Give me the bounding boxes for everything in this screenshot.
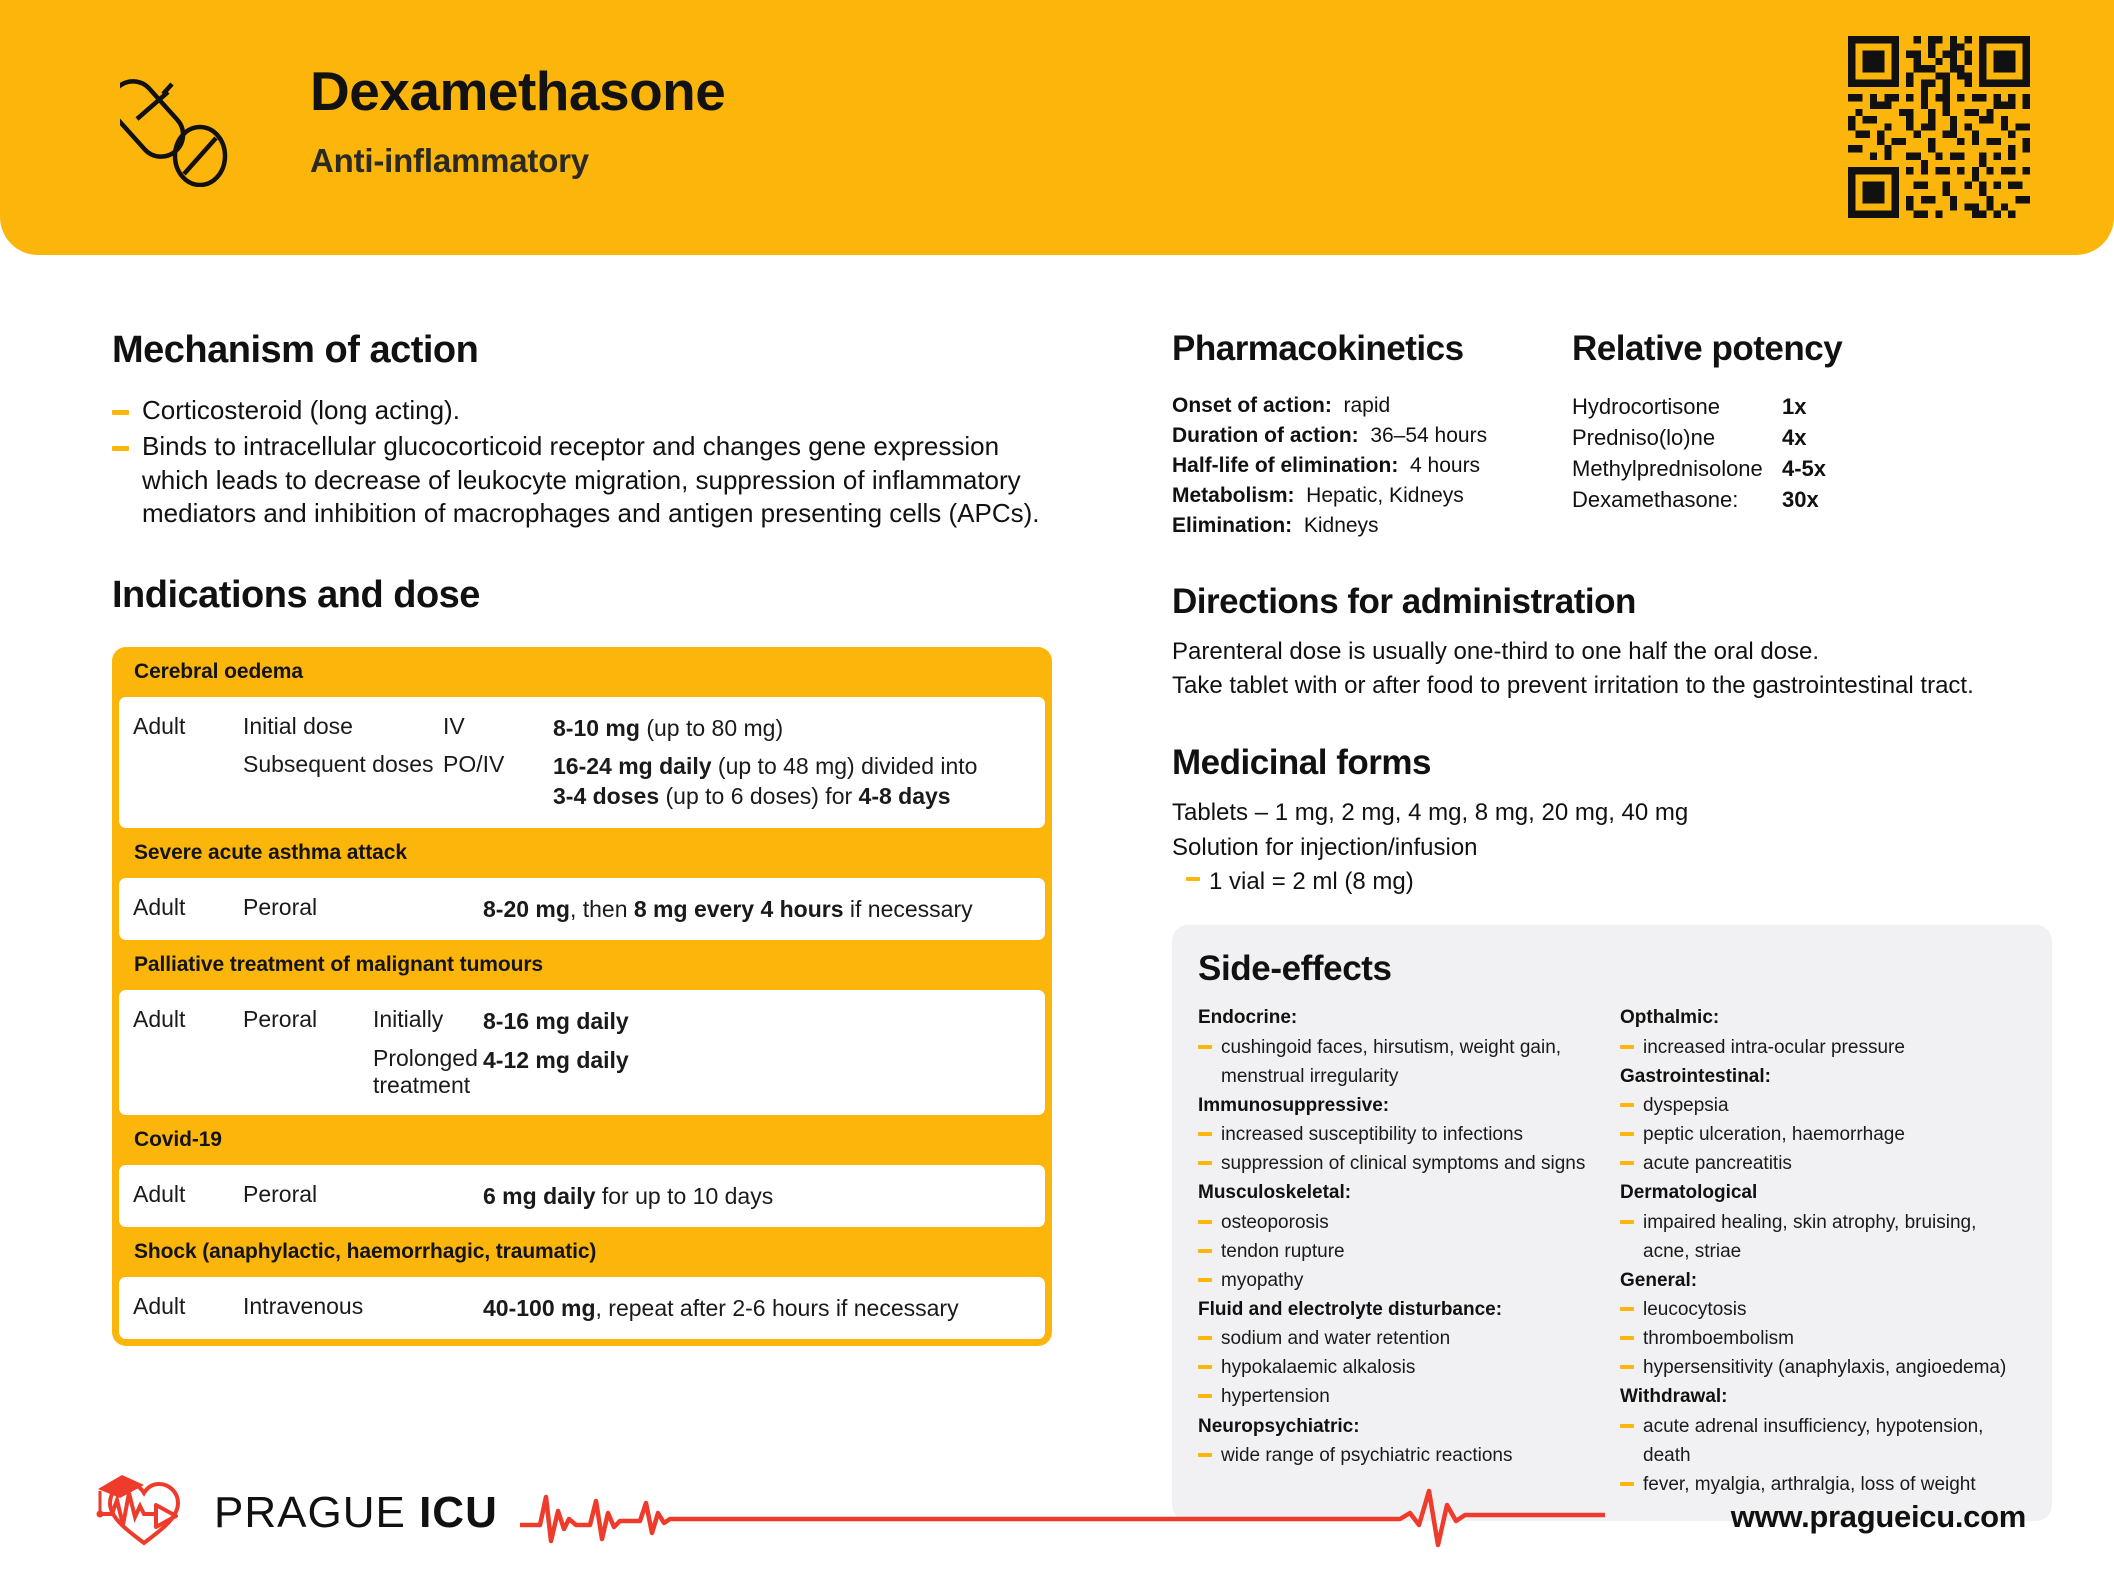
side-effect-category: Endocrine: [1198,1007,1298,1029]
drug-class-subtitle: Anti-inflammatory [310,141,589,179]
dose-group-body [119,1277,1045,1339]
side-effect-category: Neuropsychiatric: [1198,1415,1360,1437]
dash-bullet-icon [1198,1132,1212,1136]
side-effect-text: acute adrenal insufficiency, hypotension, death [1643,1415,1984,1466]
relative-potency-block [1572,330,1972,541]
dose-type-cell: Peroral [243,1006,318,1033]
list-item [1620,1149,2024,1178]
table-row [119,1002,1045,1040]
dash-bullet-icon [1620,1132,1634,1136]
dose-group-header: Severe acute asthma attack [134,840,407,864]
side-effect-text: wide range of psychiatric reactions [1221,1444,1513,1466]
qr-code[interactable] [1844,36,2034,218]
dose-group-header: Shock (anaphylactic, haemorrhagic, traumatic) [134,1239,597,1263]
dose-route-cell: IV [443,712,465,739]
pharmacokinetics-list [1172,391,1572,541]
pk-potency-row [1172,330,2052,541]
side-effect-category: Opthalmic: [1620,1007,1720,1029]
dose-group-body [119,990,1045,1114]
side-effect-category: Withdrawal: [1620,1386,1728,1408]
potency-drug-name: Dexamethasone: [1572,486,1739,512]
header-banner [0,0,2114,255]
table-row [119,1041,1045,1103]
list-item [1620,1295,2024,1324]
side-effects-right-column [1620,1003,2024,1499]
dose-amount-cell: 8-10 mg (up to 80 mg) [553,714,784,741]
side-effect-text: cushingoid faces, hirsutism, weight gain, menstrual irregularity [1221,1036,1562,1087]
pharmacokinetics-row: Elimination: Kidneys [1172,513,1379,537]
title-block [310,60,726,180]
medicinal-forms-heading: Medicinal forms [1172,742,1431,782]
dose-route-cell: PO/IV [443,751,505,778]
table-row [119,1177,1045,1215]
dose-patient-cell: Adult [133,893,186,920]
potency-drug-name: Methylprednisolone [1572,455,1763,481]
potency-value: 4x [1782,424,1807,450]
dose-route-cell: Initially [373,1006,444,1033]
relative-potency-heading: Relative potency [1572,329,1843,368]
dash-bullet-icon [112,446,129,451]
potency-drug-name: Hydrocortisone [1572,393,1720,419]
dash-bullet-icon [1198,1278,1212,1282]
dash-bullet-icon [1620,1220,1634,1224]
dose-amount-cell: 8-20 mg, then 8 mg every 4 hours if necessary [483,895,973,922]
dose-type-cell: Peroral [243,1180,318,1207]
dash-bullet-icon [1620,1424,1634,1428]
side-effect-text: myopathy [1221,1269,1304,1291]
directions-line: Parenteral dose is usually one-third to one half the oral dose. [1172,638,1820,666]
dash-bullet-icon [1198,1394,1212,1398]
side-effect-text: hypersensitivity (anaphylaxis, angioedema) [1643,1357,2007,1379]
relative-potency-row [1572,453,1972,484]
dash-bullet-icon [1198,1161,1212,1165]
relative-potency-row [1572,391,1972,422]
dose-type-cell: Intravenous [243,1292,364,1319]
dose-route-cell: Prolonged treatment [373,1044,478,1098]
website-url[interactable]: www.pragueicu.com [1730,1499,2026,1534]
dash-bullet-icon [1198,1336,1212,1340]
side-effect-category: Immunosuppressive: [1198,1094,1390,1116]
side-effect-text: hypokalaemic alkalosis [1221,1357,1416,1379]
directions-heading: Directions for administration [1172,581,1636,621]
list-item [112,430,1062,531]
directions-line: Take tablet with or after food to prevent irritation to the gastrointestinal tract. [1172,672,1974,700]
pharmacokinetics-row: Half-life of elimination: 4 hours [1172,453,1481,477]
dose-patient-cell: Adult [133,712,186,739]
list-item [1198,1266,1602,1295]
side-effect-text: fever, myalgia, arthralgia, loss of weight [1643,1474,1976,1496]
side-effect-text: dyspepsia [1643,1095,1729,1117]
side-effect-text: suppression of clinical symptoms and signs [1221,1153,1586,1175]
list-item [1620,1353,2024,1382]
side-effect-text: hypertension [1221,1386,1330,1408]
dash-bullet-icon [1186,877,1200,881]
pharmacokinetics-row: Onset of action: rapid [1172,393,1391,417]
list-item [1198,1120,1602,1149]
right-column [1172,330,2052,1521]
list-item [1198,1149,1602,1178]
mechanism-heading: Mechanism of action [112,329,479,371]
dose-group-header: Palliative treatment of malignant tumours [134,953,543,977]
list-item [112,394,1062,428]
potency-value: 4-5x [1782,455,1827,481]
dose-amount-cell: 4-12 mg daily [483,1046,629,1073]
table-row [119,890,1045,928]
dose-group-header: Covid-19 [134,1127,222,1151]
dose-amount-cell: 6 mg daily for up to 10 days [483,1182,774,1209]
mechanism-item-text: Corticosteroid (long acting). [142,394,460,425]
list-item [1620,1324,2024,1353]
dash-bullet-icon [112,410,129,415]
potency-value: 30x [1782,486,1819,512]
potency-drug-name: Predniso(lo)ne [1572,424,1716,450]
table-row [119,709,1045,747]
mechanism-item-text: Binds to intracellular glucocorticoid receptor and changes gene expression which leads to decrease of leukocyte migration, suppression of inflammatory mediators and inhibition of macrophages and antigen presenting cells (APCs). [142,431,1040,529]
side-effects-left-column [1198,1003,1602,1499]
brand-wordmark [214,1488,498,1538]
dash-bullet-icon [1620,1336,1634,1340]
heart-graduation-cap-ecg-logo [88,1469,196,1557]
list-item [1198,1208,1602,1237]
side-effect-text: acute pancreatitis [1643,1153,1792,1175]
dose-group-body [119,1165,1045,1227]
dose-patient-cell: Adult [133,1180,186,1207]
dose-group-header: Cerebral oedema [134,659,303,683]
dose-type-cell: Peroral [243,893,318,920]
side-effect-text: increased intra-ocular pressure [1643,1036,1905,1058]
potency-value: 1x [1782,393,1807,419]
side-effect-category: Fluid and electrolyte disturbance: [1198,1298,1503,1320]
indications-dose-table [112,647,1052,1347]
list-item [1186,865,2052,899]
dose-table-container [112,647,1062,1347]
relative-potency-list [1572,391,1972,515]
dose-amount-cell: 8-16 mg daily [483,1008,629,1035]
side-effect-text: peptic ulceration, haemorrhage [1643,1124,1905,1146]
dash-bullet-icon [1198,1220,1212,1224]
pharmacokinetics-heading: Pharmacokinetics [1172,329,1464,368]
medicinal-forms-line: Solution for injection/infusion [1172,833,1478,861]
brand-logo[interactable] [88,1469,498,1557]
dash-bullet-icon [1198,1045,1212,1049]
medicinal-forms-line: Tablets – 1 mg, 2 mg, 4 mg, 8 mg, 20 mg, 40 mg [1172,799,1689,827]
dose-type-cell: Initial dose [243,712,353,739]
dose-amount-cell: 16-24 mg daily (up to 48 mg) divided into 3-4 doses (up to 6 doses) for 4-8 days [553,753,978,810]
dose-group-body [119,697,1045,828]
brand-second-word: ICU [419,1488,498,1537]
dose-patient-cell: Adult [133,1006,186,1033]
dash-bullet-icon [1198,1365,1212,1369]
relative-potency-row [1572,484,1972,515]
side-effect-text: leucocytosis [1643,1299,1747,1321]
side-effect-category: Dermatological [1620,1182,1758,1204]
list-item [1198,1237,1602,1266]
side-effect-text: tendon rupture [1221,1240,1345,1262]
page-title: Dexamethasone [310,60,726,122]
ecg-line-icon [520,1485,1630,1557]
list-item [1620,1208,2024,1266]
side-effect-category: General: [1620,1269,1698,1291]
dose-type-cell: Subsequent doses [243,751,434,778]
list-item [1198,1382,1602,1411]
dash-bullet-icon [1620,1045,1634,1049]
side-effect-text: osteoporosis [1221,1211,1329,1233]
dash-bullet-icon [1620,1103,1634,1107]
dash-bullet-icon [1198,1249,1212,1253]
table-row [119,1289,1045,1327]
dash-bullet-icon [1620,1161,1634,1165]
list-item [1198,1353,1602,1382]
dose-group-body [119,878,1045,940]
side-effect-text: increased susceptibility to infections [1221,1124,1524,1146]
footer [0,1447,2114,1587]
list-item [1620,1091,2024,1120]
list-item [1198,1324,1602,1353]
side-effect-category: Musculoskeletal: [1198,1182,1352,1204]
side-effect-text: sodium and water retention [1221,1328,1451,1350]
list-item [1620,1033,2024,1062]
pharmacokinetics-row: Duration of action: 36–54 hours [1172,423,1488,447]
capsule-pill-icon [120,62,240,187]
dose-amount-cell: 40-100 mg, repeat after 2-6 hours if necessary [483,1294,959,1321]
list-item [1198,1033,1602,1091]
pharmacokinetics-row: Metabolism: Hepatic, Kidneys [1172,483,1464,507]
list-item [1620,1120,2024,1149]
side-effect-category: Gastrointestinal: [1620,1065,1771,1087]
brand-first-word: PRAGUE [214,1488,406,1537]
dash-bullet-icon [1620,1365,1634,1369]
relative-potency-row [1572,422,1972,453]
medicinal-forms-bullet-text: 1 vial = 2 ml (8 mg) [1209,867,1414,895]
dash-bullet-icon [1620,1307,1634,1311]
mechanism-list [112,394,1062,531]
pharmacokinetics-block [1172,330,1572,541]
side-effects-heading: Side-effects [1198,949,1392,989]
side-effects-panel [1172,925,2052,1521]
table-row [119,747,1045,816]
side-effect-text: thromboembolism [1643,1328,1794,1350]
indications-heading: Indications and dose [112,573,480,616]
left-column [112,330,1062,1346]
dose-patient-cell: Adult [133,1292,186,1319]
side-effect-text: impaired healing, skin atrophy, bruising, acne, striae [1643,1211,1977,1262]
